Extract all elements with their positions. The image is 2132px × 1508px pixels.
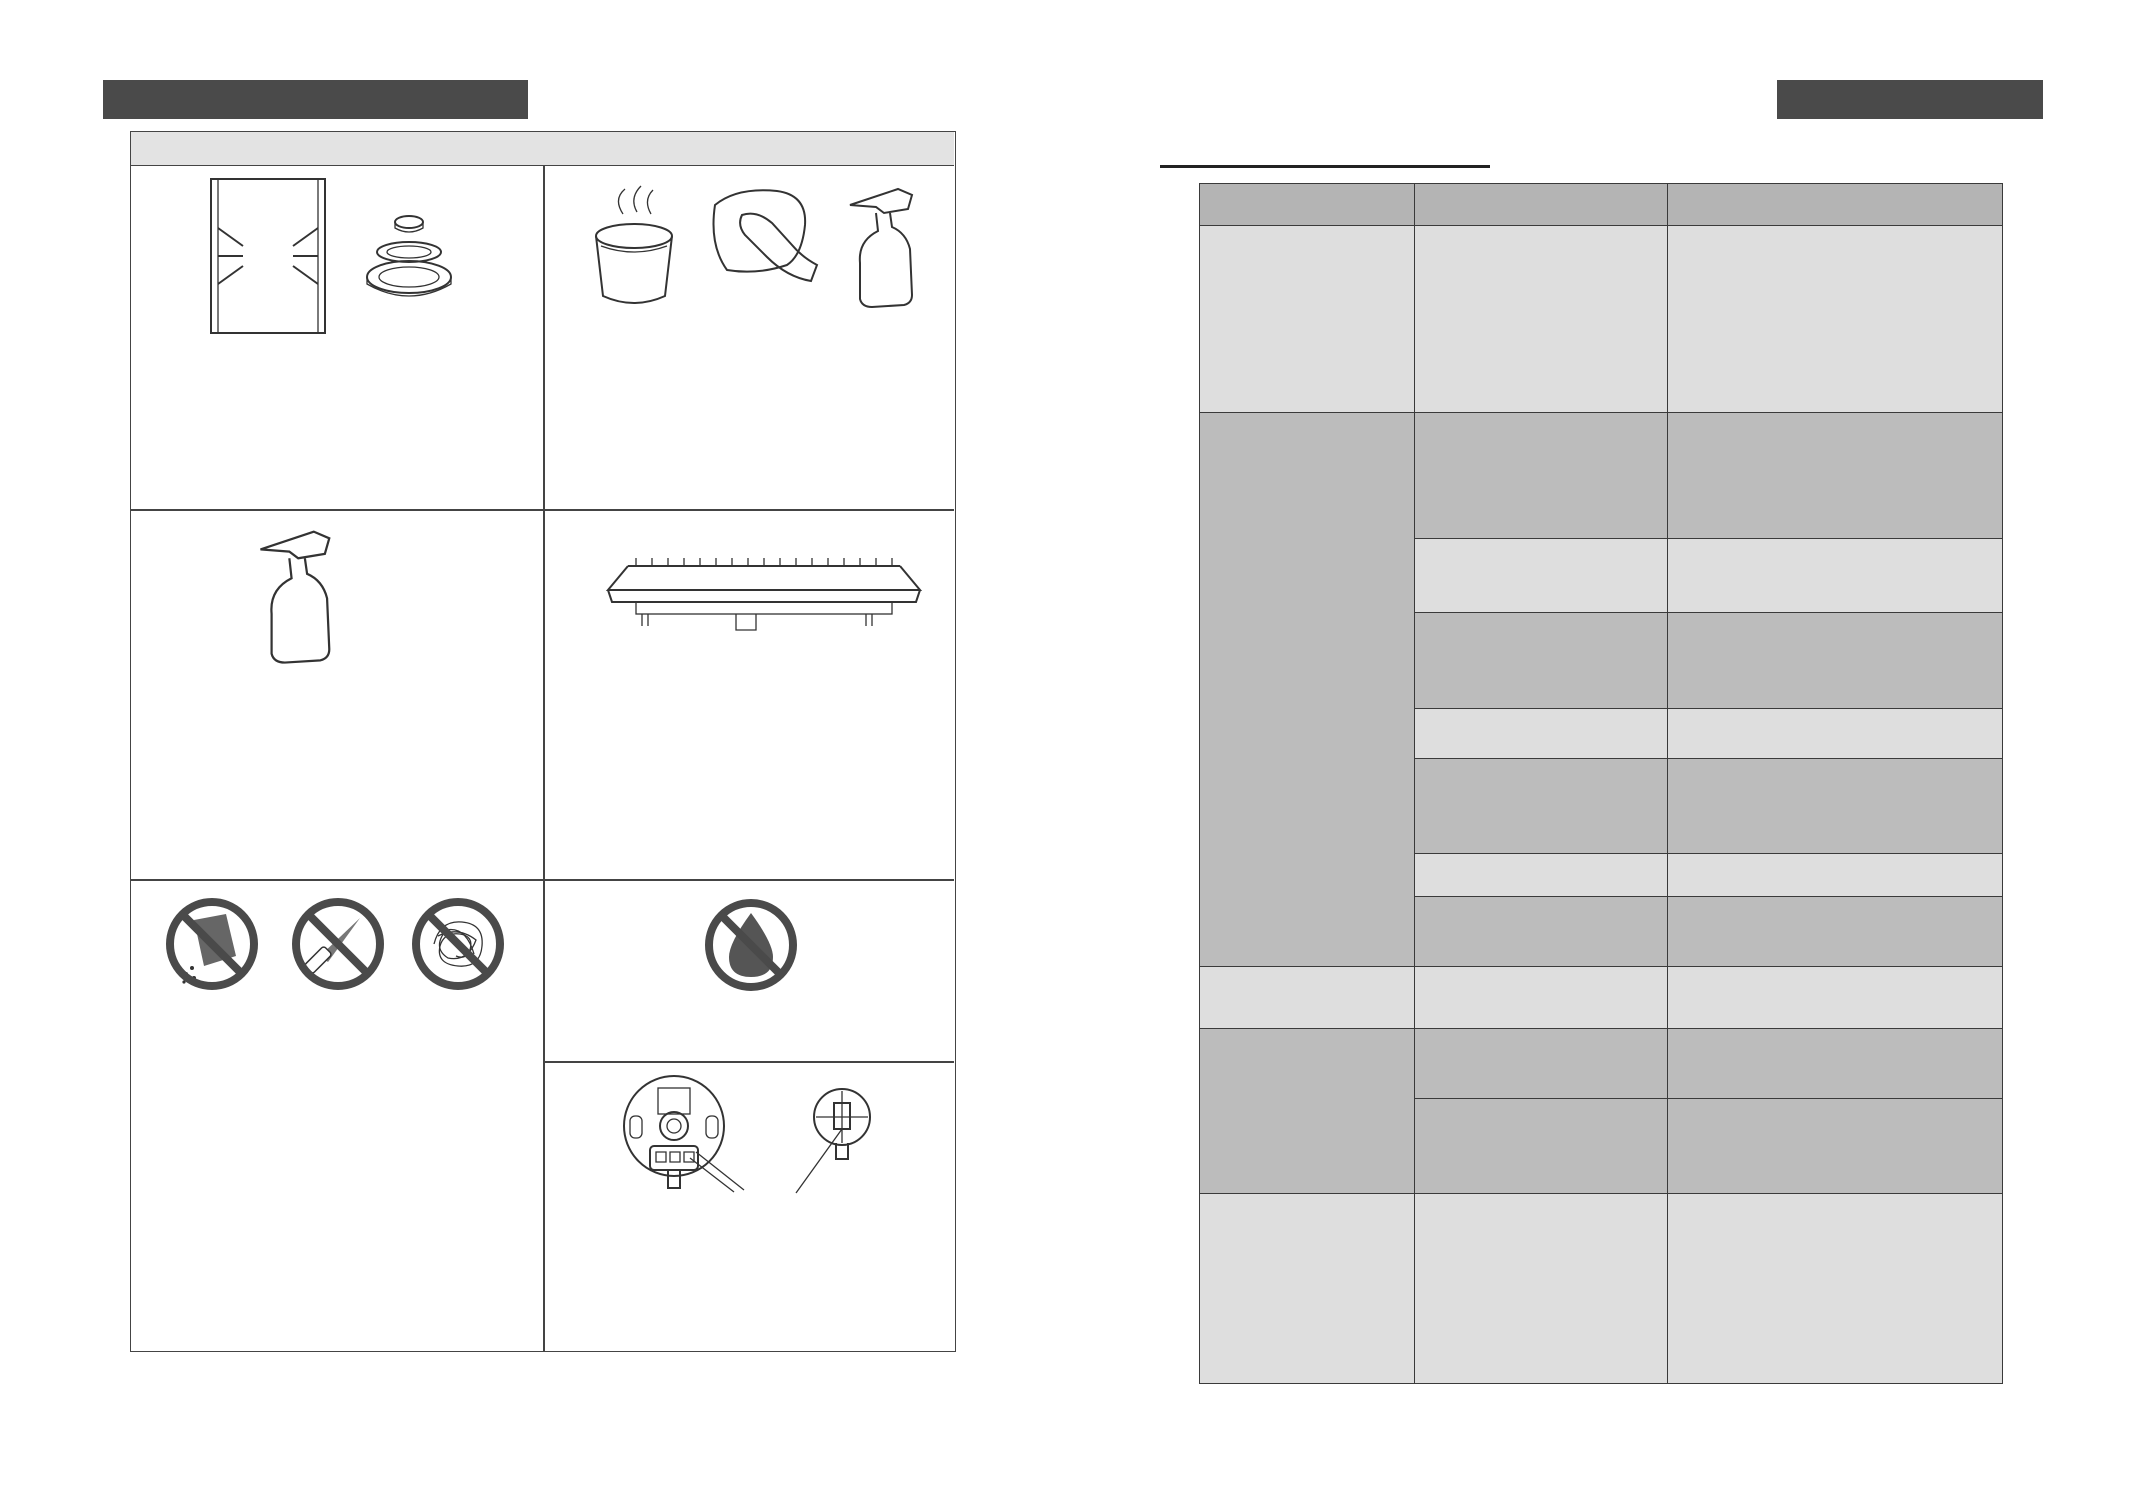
table-row-solution — [1667, 538, 2003, 614]
table-row-solution — [1667, 1193, 2003, 1384]
table-row-solution — [1667, 412, 2003, 540]
table-row-cause — [1414, 612, 1669, 710]
table-row-cause — [1414, 538, 1669, 614]
section-title-underline — [1160, 165, 1490, 168]
left-header-bar — [103, 80, 528, 119]
table-row-solution — [1667, 612, 2003, 710]
table-row-cause — [1414, 1098, 1669, 1195]
no-abrasive-powder-icon — [164, 896, 260, 992]
spray-bottle-icon — [256, 525, 336, 667]
table-row-problem — [1199, 225, 1416, 414]
burner-cap-icon — [364, 212, 454, 302]
panel-divider-row1 — [131, 509, 954, 511]
table-row-problem — [1199, 966, 1416, 1030]
table-row-solution — [1667, 853, 2003, 898]
thermocouple-icon — [794, 1083, 874, 1195]
table-header-cell — [1199, 183, 1416, 227]
table-header-cell — [1667, 183, 2003, 227]
table-row-cause — [1414, 225, 1669, 414]
table-row-solution — [1667, 708, 2003, 760]
table-row-solution — [1667, 225, 2003, 414]
bucket-steam-icon — [593, 184, 675, 310]
panel-divider-vertical — [543, 166, 545, 1352]
table-row-cause — [1414, 896, 1669, 968]
table-row-problem — [1199, 1193, 1416, 1384]
table-row-cause — [1414, 412, 1669, 540]
table-row-cause — [1414, 1193, 1669, 1384]
table-row-problem — [1199, 1028, 1416, 1195]
table-row-solution — [1667, 966, 2003, 1030]
table-row-solution — [1667, 758, 2003, 855]
troubleshooting-table — [1199, 183, 2003, 1384]
table-row-cause — [1414, 966, 1669, 1030]
table-row-cause — [1414, 1028, 1669, 1100]
pan-support-grid-icon — [208, 176, 328, 336]
no-knife-icon — [290, 896, 386, 992]
no-steel-wool-icon — [410, 896, 506, 992]
cloth-hand-icon — [707, 185, 819, 285]
hob-side-view-icon — [606, 556, 922, 636]
panel-divider-row2 — [131, 879, 954, 881]
table-row-solution — [1667, 1028, 2003, 1100]
no-liquid-drop-icon — [703, 897, 799, 993]
table-row-solution — [1667, 896, 2003, 968]
table-row-cause — [1414, 758, 1669, 855]
right-header-bar — [1777, 80, 2043, 119]
burner-base-icon — [622, 1070, 752, 1196]
table-row-cause — [1414, 853, 1669, 898]
cleaning-panel-header — [131, 132, 954, 166]
table-header-cell — [1414, 183, 1669, 227]
table-row-cause — [1414, 708, 1669, 760]
table-row-solution — [1667, 1098, 2003, 1195]
spray-bottle-icon — [848, 183, 916, 311]
panel-divider-row3 — [543, 1061, 954, 1063]
table-row-problem — [1199, 412, 1416, 968]
